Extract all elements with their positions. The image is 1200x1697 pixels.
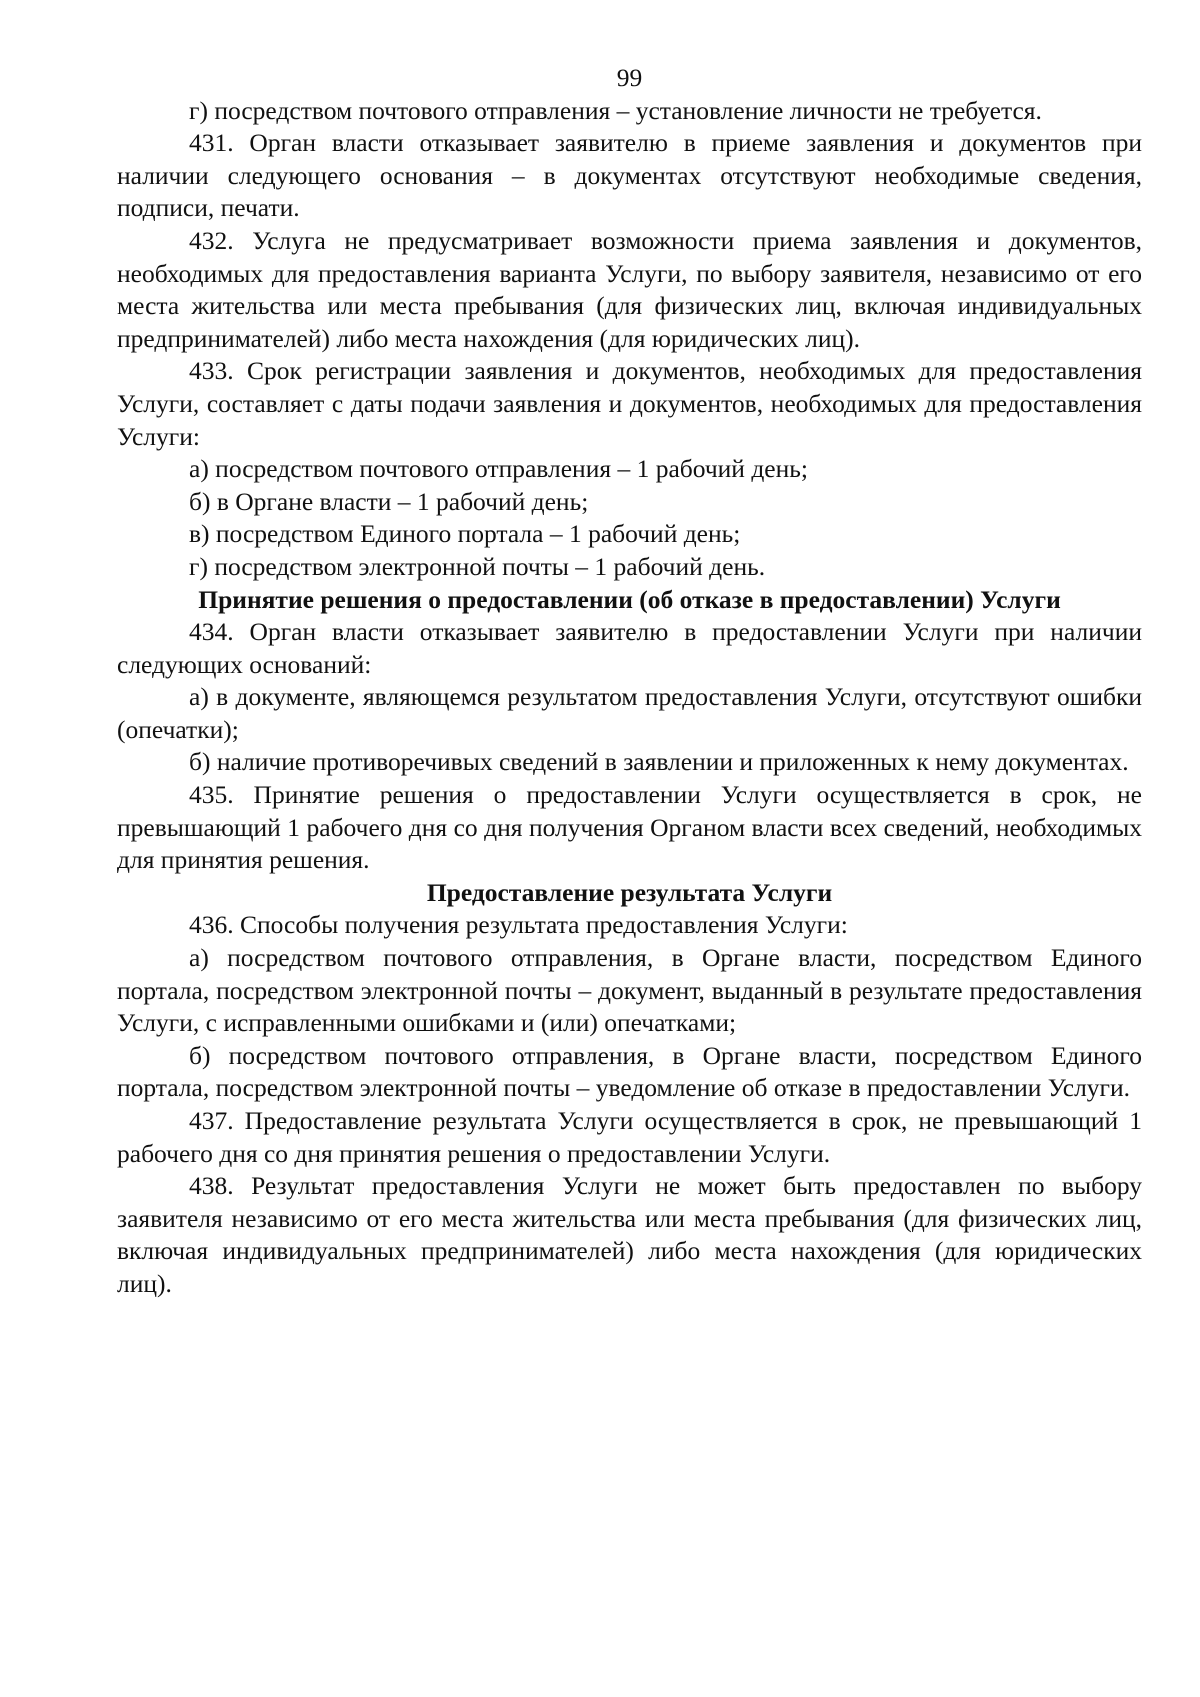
paragraph: 438. Результат предоставления Услуги не может быть предоставлен по выбору заявителя независимо от его места жительства или места пребывания (для физических лиц, включая индивидуальных предпринимателей) либо места нахождения (для юридических лиц).	[117, 1171, 1142, 1298]
paragraph: г) посредством электронной почты – 1 рабочий день.	[189, 551, 766, 581]
paragraph: 437. Предоставление результата Услуги осуществляется в срок, не превышающий 1 рабочего дня со дня принятия решения о предоставлении Услуги.	[117, 1106, 1142, 1168]
section-heading: Предоставление результата Услуги	[426, 877, 833, 907]
paragraph: 432. Услуга не предусматривает возможности приема заявления и документов, необходимых для предоставления варианта Услуги, по выбору заявителя, независимо от его места жительства или места пребывания (для физических лиц, включая индивидуальных предпринимателей) либо места нахождения (для юридических лиц).	[117, 225, 1142, 353]
document-page	[117, 62, 1142, 1301]
document-body	[117, 95, 1142, 1301]
paragraph: б) посредством почтового отправления, в Органе власти, посредством Единого портала, посредством электронной почты – уведомление об отказе в предоставлении Услуги.	[117, 1040, 1142, 1103]
section-heading: Принятие решения о предоставлении (об отказе в предоставлении) Услуги	[198, 584, 1061, 614]
paragraph: а) в документе, являющемся результатом предоставления Услуги, отсутствуют ошибки (опечатки);	[117, 682, 1142, 744]
paragraph: 435. Принятие решения о предоставлении Услуги осуществляется в срок, не превышающий 1 рабочего дня со дня получения Органом власти всех сведений, необходимых для принятия решения.	[117, 780, 1142, 875]
paragraph: 433. Срок регистрации заявления и документов, необходимых для предоставления Услуги, составляет с даты подачи заявления и документов, необходимых для предоставления Услуги:	[117, 356, 1142, 451]
paragraph: г) посредством почтового отправления – установление личности не требуется.	[189, 95, 1042, 125]
paragraph: б) в Органе власти – 1 рабочий день;	[189, 486, 589, 516]
paragraph: а) посредством почтового отправления, в Органе власти, посредством Единого портала, посредством электронной почты – документ, выданный в результате предоставления Услуги, с исправленными ошибками и (или) опечатками;	[117, 943, 1142, 1038]
paragraph: б) наличие противоречивых сведений в заявлении и приложенных к нему документах.	[189, 747, 1129, 777]
paragraph: 436. Способы получения результата предоставления Услуги:	[189, 910, 848, 940]
paragraph: 434. Орган власти отказывает заявителю в предоставлении Услуги при наличии следующих оснований:	[117, 617, 1142, 679]
paragraph: 431. Орган власти отказывает заявителю в приеме заявления и документов при наличии следующего основания – в документах отсутствуют необходимые сведения, подписи, печати.	[117, 128, 1142, 223]
paragraph: в) посредством Единого портала – 1 рабочий день;	[189, 519, 741, 549]
paragraph: а) посредством почтового отправления – 1 рабочий день;	[189, 454, 808, 484]
page-number: 99	[616, 63, 643, 92]
